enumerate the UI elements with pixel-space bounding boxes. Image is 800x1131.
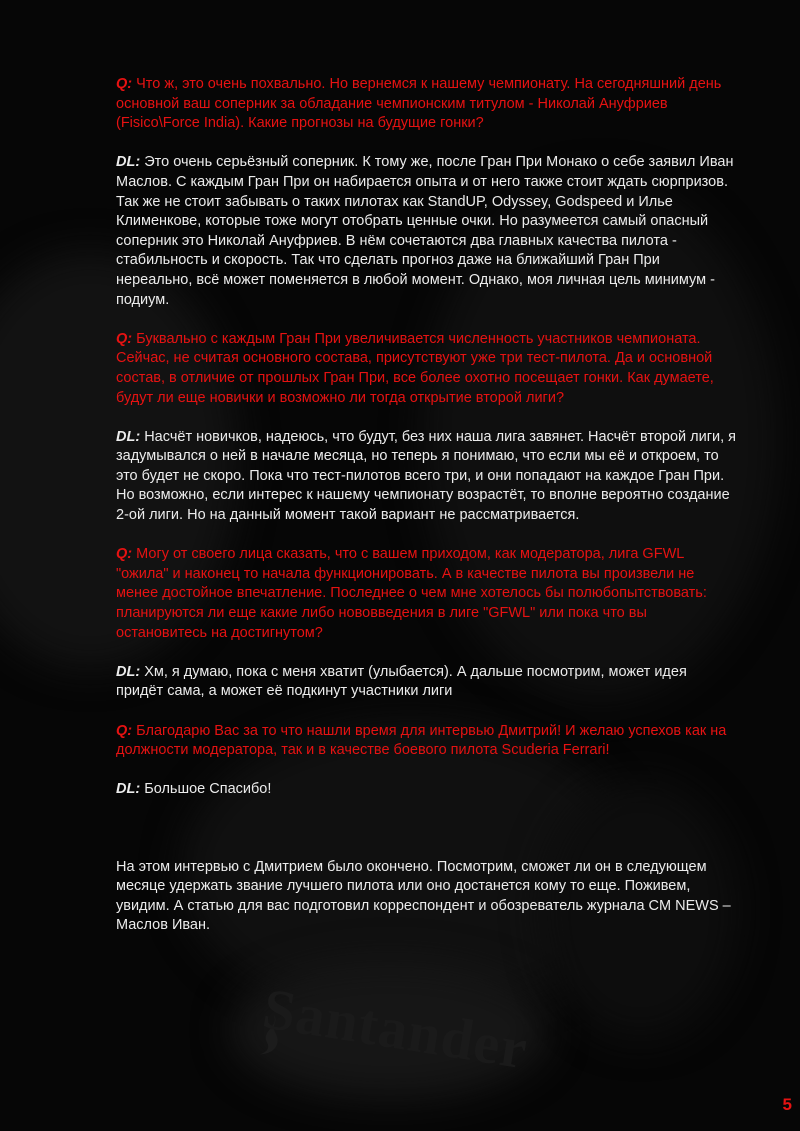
interview-body (116, 75, 738, 956)
speaker-label: Q: (116, 76, 133, 92)
interview-question (116, 330, 738, 408)
interview-question (116, 722, 738, 761)
speaker-label: DL: (116, 781, 141, 798)
section-spacer (116, 820, 738, 858)
answer-text: Хм, я думаю, пока с меня хватит (улыбается). А дальше посмотрим, может идея придёт сама, а может её подкинут участники лиги (116, 663, 687, 700)
speaker-label: DL: (116, 663, 141, 680)
question-text: Могу от своего лица сказать, что с вашем приходом, как модератора, лига GFWL "ожила" и наконец то начала функционировать. А в качестве пилота вы произвели не менее достойное впечатление. Последнее о чем мне хотелось бы полюбопытствовать: планируются ли еще какие либо нововведения в лиге "GFWL" или пока что вы остановитесь на достигнутом? (116, 546, 707, 641)
interview-answer (116, 663, 738, 702)
question-text: Что ж, это очень похвально. Но вернемся к нашему чемпионату. На сегодняшний день основной ваш соперник за обладание чемпионским титулом - Николай Ануфриев (Fisico\Force India). Какие прогнозы на будущие гонки? (116, 76, 722, 132)
speaker-label: Q: (116, 546, 133, 563)
interview-question (116, 75, 738, 134)
speaker-label: DL: (116, 154, 141, 171)
background-sponsor-logo: Santander (258, 975, 533, 1082)
speaker-label: Q: (116, 722, 133, 739)
interview-answer (116, 428, 738, 526)
interview-answer (116, 780, 738, 800)
answer-text: Большое Спасибо! (144, 781, 272, 798)
interview-answer (116, 153, 738, 310)
question-text: Благодарю Вас за то что нашли время для интервью Дмитрий! И желаю успехов как на должности модератора, так и в качестве боевого пилота Scuderia Ferrari! (116, 722, 727, 759)
page-number: 5 (782, 1095, 792, 1114)
answer-text: Это очень серьёзный соперник. К тому же, после Гран При Монако о себе заявил Иван Маслов. С каждым Гран При он набирается опыта и от него также стоит ждать сюрпризов. Так же не стоит забывать о таких пилотах как StandUP, Odyssey, Godspeed и Илье Клименкове, которые тоже могут отобрать ценные очки. Но разумеется самый опасный соперник это Николай Ануфриев. В нём сочетаются два главных качества пилота - стабильность и скорость. Так что сделать прогноз даже на ближайший Гран При нереально, всё может поменяется в любой момент. Однако, моя личная цель минимум - подиум. (116, 154, 734, 308)
interview-question (116, 545, 738, 643)
closing-paragraph: На этом интервью с Дмитрием было окончено. Посмотрим, сможет ли он в следующем месяце удержать звание лучшего пилота или оно достанется кому то еще. Поживем, увидим. А статью для вас подготовил корреспондент и обозреватель журнала CM NEWS – Маслов Иван. (116, 858, 731, 934)
speaker-label: Q: (116, 330, 133, 347)
answer-text: Насчёт новичков, надеюсь, что будут, без них наша лига завянет. Насчёт второй лиги, я задумывался о ней в начале месяца, но теперь я понимаю, что если мы её и откроем, то это будет не скоро. Пока что тест-пилотов всего три, и они попадают на каждое Гран При. Но возможно, если интерес к нашему чемпионату возрастёт, то вполне вероятно создание 2-ой лиги. Но на данный момент такой вариант не рассматривается. (116, 428, 736, 524)
speaker-label: DL: (116, 428, 141, 445)
question-text: Буквально с каждым Гран При увеличивается численность участников чемпионата. Сейчас, не считая основного состава, присутствуют уже три тест-пилота. Да и основной состав, в отличие от прошлых Гран При, все более охотно посещает гонки. Как думаете, будут ли еще новички и возможно ли тогда открытие второй лиги? (116, 330, 714, 406)
